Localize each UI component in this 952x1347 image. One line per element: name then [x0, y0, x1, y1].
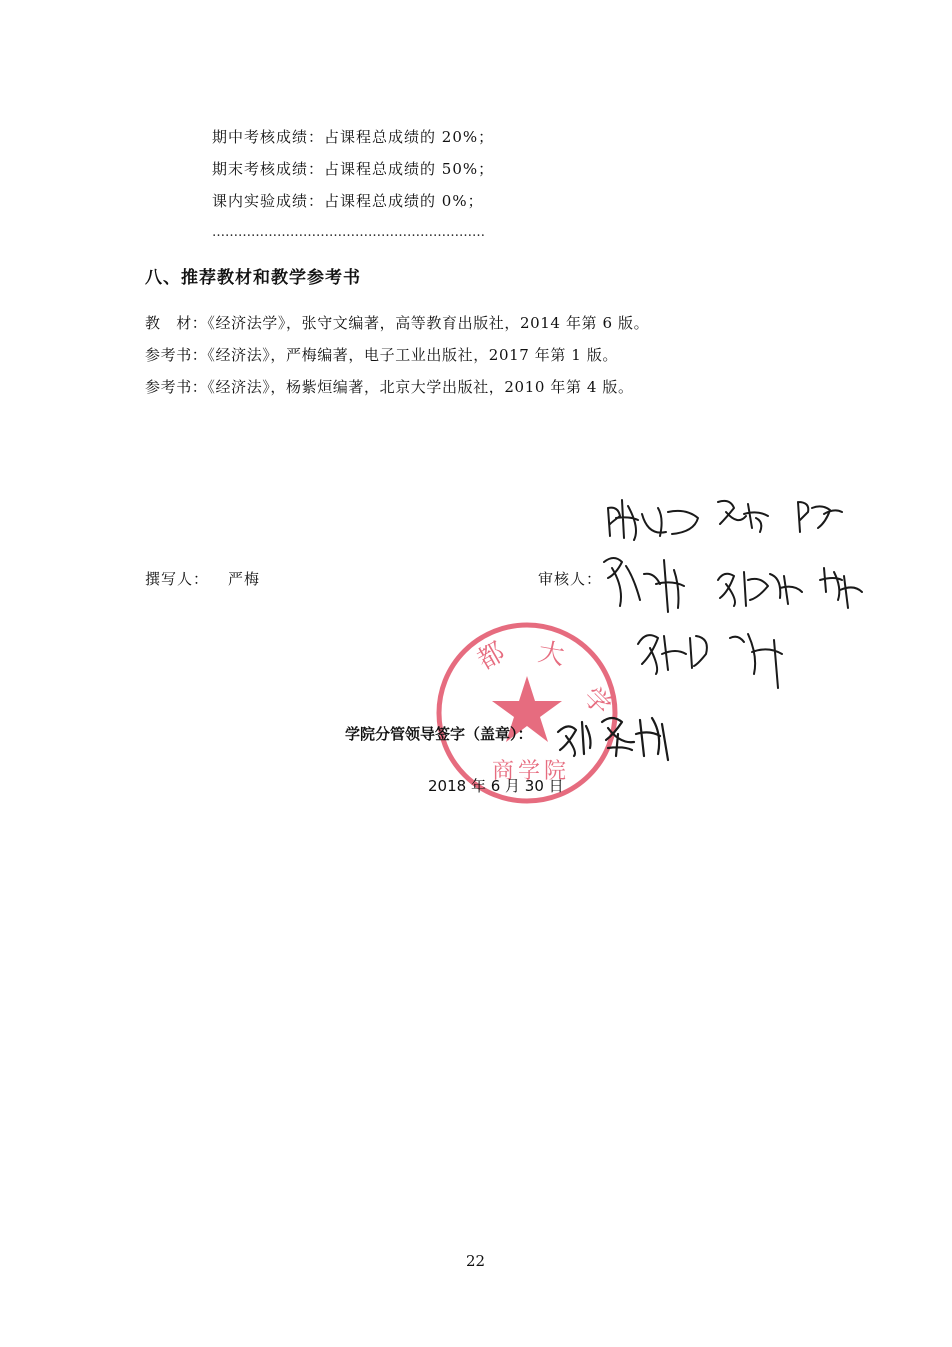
svg-text:学: 学 [518, 759, 541, 784]
reference-book-1: 参考书：《经济法》，严梅编著，电子工业出版社，2017 年第 1 版。 [145, 346, 619, 364]
svg-text:院: 院 [544, 759, 567, 784]
sign-date: 2018 年 6 月 30 日 [428, 777, 564, 795]
grading-lab: 课内实验成绩：占课程总成绩的 0%； [212, 192, 484, 210]
svg-text:大: 大 [535, 637, 567, 672]
page-number: 22 [466, 1252, 486, 1270]
section-heading: 八、推荐教材和教学参考书 [145, 268, 361, 288]
reference-book-2: 参考书：《经济法》，杨紫烜编著，北京大学出版社，2010 年第 4 版。 [145, 378, 634, 396]
grading-final: 期末考核成绩：占课程总成绩的 50%； [212, 160, 495, 178]
leader-signature [552, 704, 682, 764]
textbook-line: 教 材：《经济法学》，张守文编著，高等教育出版社，2014 年第 6 版。 [145, 314, 650, 332]
svg-text:商: 商 [492, 759, 515, 784]
writer-name: 严梅 [228, 570, 261, 588]
writer-label: 撰写人： [145, 570, 210, 588]
grading-midterm: 期中考核成绩：占课程总成绩的 20%； [212, 128, 495, 146]
reviewer-signatures [598, 488, 868, 698]
reviewer-label: 审核人： [538, 570, 603, 588]
svg-text:都: 都 [472, 637, 511, 677]
leader-sign-label: 学院分管领导签字（盖章）： [345, 725, 533, 743]
svg-text:学: 学 [577, 681, 617, 722]
ellipsis-line: ……………………………………………………… [212, 225, 485, 240]
